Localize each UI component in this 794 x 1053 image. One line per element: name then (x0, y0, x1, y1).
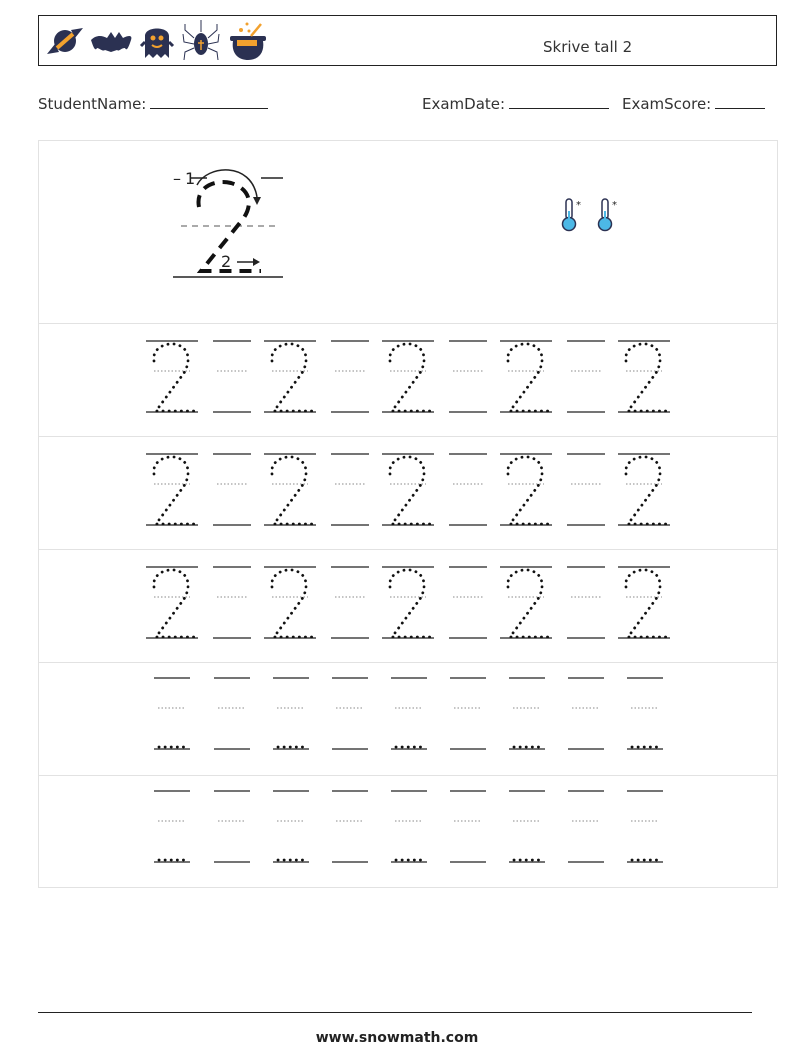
footer-rule (38, 1012, 752, 1013)
demo-row (39, 141, 777, 324)
exam-score-line[interactable] (715, 94, 765, 109)
practice-sheet (38, 140, 778, 888)
student-name-field[interactable] (38, 94, 268, 113)
worksheet-title: Skrive tall 2 (543, 38, 633, 56)
blank-row (39, 776, 777, 889)
blank-row (39, 663, 777, 776)
dotted-digit-2 (626, 344, 666, 411)
row-guides (39, 663, 777, 776)
dotted-digit-2 (390, 344, 430, 411)
trace-row (39, 437, 777, 550)
bat-icon (91, 32, 131, 52)
dotted-digit-2 (154, 570, 194, 637)
dotted-digit-2 (508, 344, 548, 411)
dotted-digit-2 (626, 457, 666, 524)
cauldron-icon (230, 23, 266, 61)
row-guides (39, 324, 777, 437)
ghost-icon (141, 29, 173, 59)
dotted-digit-2 (390, 457, 430, 524)
candy-icon (47, 28, 83, 54)
trace-row (39, 550, 777, 663)
student-name-label: StudentName: (38, 95, 147, 113)
demo-arc-arrowhead (253, 197, 261, 205)
student-name-line[interactable] (150, 94, 268, 109)
footer-website: www.snowmath.com (315, 1030, 479, 1046)
exam-date-label: ExamDate: (422, 95, 506, 113)
demo-right-arrowhead (253, 258, 260, 266)
row-guides (39, 550, 777, 663)
demo-step2-label: 2 (221, 252, 232, 271)
worksheet-header (38, 15, 777, 66)
thermometer-icon (599, 199, 618, 231)
exam-date-line[interactable] (509, 94, 609, 109)
exam-date-field[interactable] (422, 94, 609, 113)
dotted-digit-2 (508, 570, 548, 637)
dotted-digit-2 (154, 344, 194, 411)
halloween-icons (43, 18, 273, 64)
demo-step1-label: 1 (185, 169, 196, 188)
exam-score-field[interactable] (622, 94, 765, 113)
dotted-digit-2 (272, 570, 312, 637)
thermometer-icon (563, 199, 582, 231)
trace-row (39, 324, 777, 437)
demo-step1-dash: – (173, 169, 181, 188)
spider-icon (183, 20, 219, 60)
row-guides (39, 776, 777, 889)
row-guides (39, 437, 777, 550)
svg-text:*: * (576, 200, 581, 211)
demo-illustration (39, 141, 777, 324)
dotted-digit-2 (272, 457, 312, 524)
dotted-digit-2 (272, 344, 312, 411)
svg-text:*: * (612, 200, 617, 211)
dotted-digit-2 (154, 457, 194, 524)
dotted-digit-2 (508, 457, 548, 524)
exam-score-label: ExamScore: (622, 95, 712, 113)
dotted-digit-2 (626, 570, 666, 637)
dotted-digit-2 (390, 570, 430, 637)
